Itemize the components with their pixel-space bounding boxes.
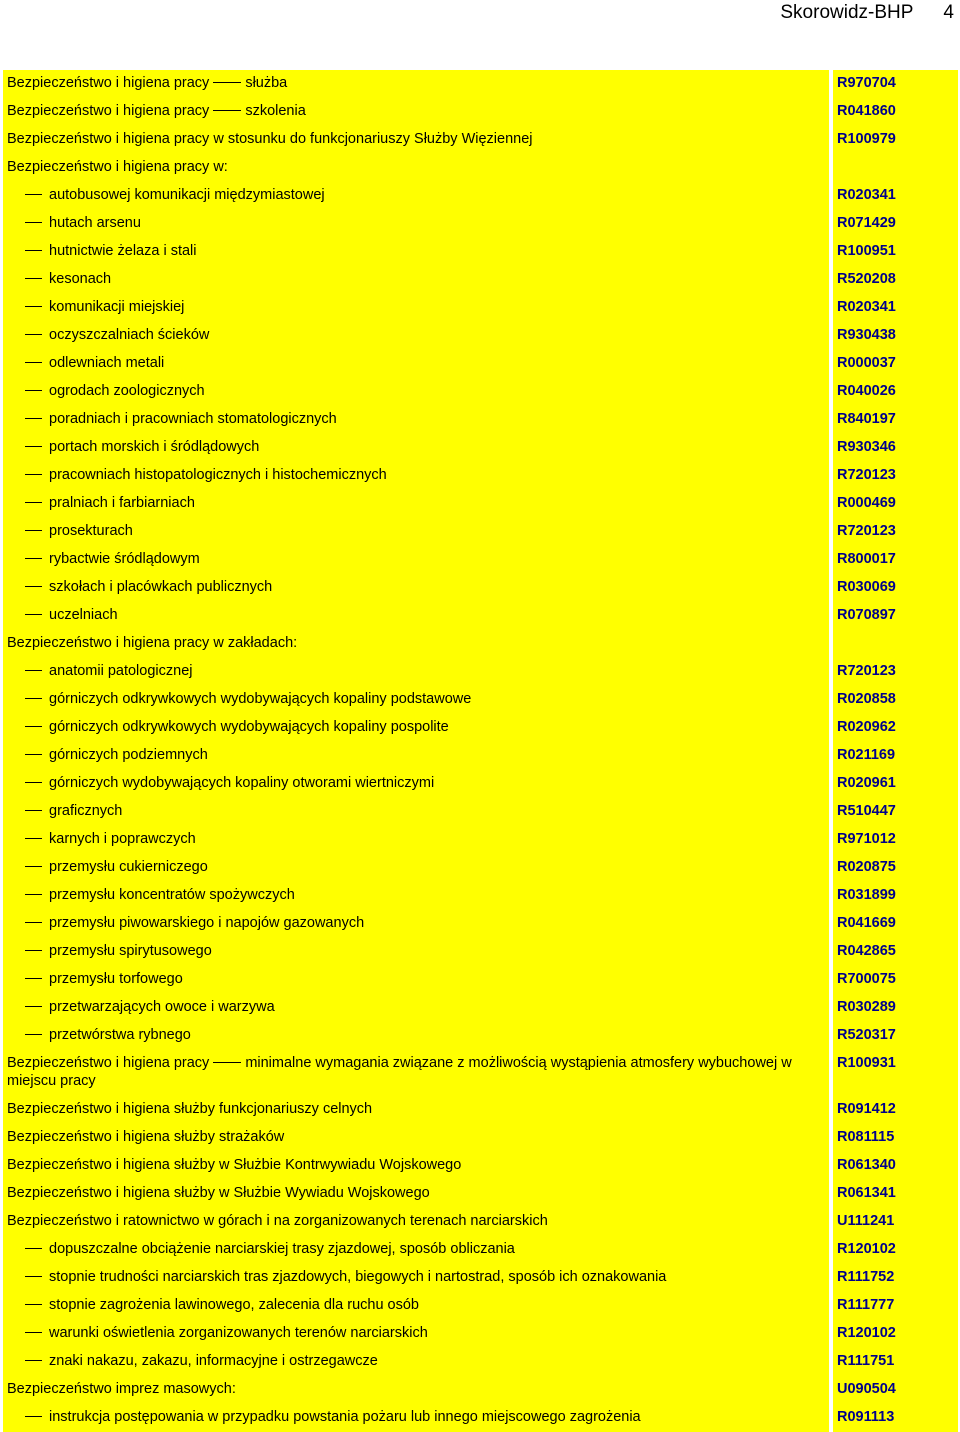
entry-label: oczyszczalniach ścieków	[49, 327, 210, 343]
code-cell	[833, 686, 958, 714]
em-dash-marker	[25, 278, 42, 279]
regulation-code-link[interactable]: R111752	[837, 1269, 895, 1285]
code-cell	[833, 798, 958, 826]
index-subentry-row	[3, 1348, 958, 1376]
index-subentry-row	[3, 350, 958, 378]
code-cell	[833, 1236, 958, 1264]
index-entry-row	[3, 1050, 958, 1096]
code-cell	[833, 742, 958, 770]
entry-text-cell	[3, 1292, 829, 1320]
entry-text-cell	[3, 994, 829, 1022]
index-entry-row	[3, 154, 958, 182]
regulation-code-link[interactable]: U111241	[837, 1213, 895, 1229]
regulation-code-link[interactable]: R520208	[837, 271, 896, 287]
entry-text-cell	[3, 1180, 829, 1208]
code-cell	[833, 1264, 958, 1292]
code-cell	[833, 1180, 958, 1208]
index-subentry-row	[3, 882, 958, 910]
entry-label: przetwarzających owoce i warzywa	[49, 999, 275, 1015]
code-cell	[833, 434, 958, 462]
entry-text-cell	[3, 742, 829, 770]
index-subentry-row	[3, 1022, 958, 1050]
entry-text-cell	[3, 1320, 829, 1348]
entry-text-cell	[3, 630, 829, 658]
em-dash-marker	[25, 418, 42, 419]
entry-text-cell	[3, 1264, 829, 1292]
em-dash-marker	[25, 1416, 42, 1417]
index-table	[3, 70, 958, 1432]
code-cell	[833, 966, 958, 994]
regulation-code-link[interactable]: R061340	[837, 1157, 896, 1173]
entry-label: prosekturach	[49, 523, 133, 539]
index-subentry-row	[3, 406, 958, 434]
code-cell	[833, 490, 958, 518]
regulation-code-link[interactable]: R021169	[837, 747, 896, 763]
code-cell	[833, 630, 958, 658]
entry-heading: Bezpieczeństwo i higiena pracy	[7, 75, 210, 91]
index-subentry-row	[3, 462, 958, 490]
code-cell	[833, 1152, 958, 1180]
em-dash-marker	[25, 950, 42, 951]
regulation-code-link[interactable]: R930438	[837, 327, 896, 343]
entry-label: Bezpieczeństwo imprez masowych:	[7, 1381, 236, 1397]
em-dash-marker	[25, 782, 42, 783]
entry-label: poradniach i pracowniach stomatologicznych	[49, 411, 337, 427]
code-cell	[833, 910, 958, 938]
em-dash-marker	[25, 222, 42, 223]
entry-label: graficznych	[49, 803, 123, 819]
index-subentry-row	[3, 518, 958, 546]
code-cell	[833, 1124, 958, 1152]
entry-subheading: minimalne wymagania związane z możliwością wystąpienia atmosfery wybuchowej w miejscu pracy	[7, 1055, 792, 1089]
regulation-code-link[interactable]: R930346	[837, 439, 896, 455]
entry-label: szkołach i placówkach publicznych	[49, 579, 273, 595]
entry-label: górniczych odkrywkowych wydobywających kopaliny pospolite	[49, 719, 449, 735]
entry-label: przemysłu piwowarskiego i napojów gazowanych	[49, 915, 365, 931]
regulation-code-link[interactable]: R020875	[837, 859, 896, 875]
entry-text-cell	[3, 770, 829, 798]
entry-label: Bezpieczeństwo i higiena służby w Służbie Wywiadu Wojskowego	[7, 1185, 430, 1201]
index-subentry-row	[3, 770, 958, 798]
entry-label: uczelniach	[49, 607, 118, 623]
index-entry-row	[3, 98, 958, 126]
entry-text-cell	[3, 966, 829, 994]
regulation-code-link[interactable]: R020858	[837, 691, 896, 707]
code-cell	[833, 518, 958, 546]
entry-heading: Bezpieczeństwo i higiena pracy	[7, 1055, 210, 1071]
index-subentry-row	[3, 826, 958, 854]
entry-text-cell	[3, 686, 829, 714]
code-cell	[833, 238, 958, 266]
entry-text-cell	[3, 910, 829, 938]
entry-text-cell	[3, 882, 829, 910]
entry-label: Bezpieczeństwo i higiena służby strażaków	[7, 1129, 285, 1145]
entry-text-cell	[3, 1208, 829, 1236]
index-subentry-row	[3, 686, 958, 714]
em-dash-marker	[25, 446, 42, 447]
code-cell	[833, 1404, 958, 1432]
code-cell	[833, 154, 958, 182]
em-dash-marker	[25, 614, 42, 615]
regulation-code-link[interactable]: R081115	[837, 1129, 895, 1145]
index-subentry-row	[3, 994, 958, 1022]
entry-label: znaki nakazu, zakazu, informacyjne i ostrzegawcze	[49, 1353, 378, 1369]
index-subentry-row	[3, 1236, 958, 1264]
entry-label: kesonach	[49, 271, 112, 287]
em-dash-marker	[25, 362, 42, 363]
entry-label: karnych i poprawczych	[49, 831, 196, 847]
regulation-code-link[interactable]: R040026	[837, 383, 896, 399]
code-cell	[833, 854, 958, 882]
regulation-code-link[interactable]: R020961	[837, 775, 896, 791]
em-dash-marker	[25, 1276, 42, 1277]
em-dash-marker	[25, 1332, 42, 1333]
index-subentry-row	[3, 490, 958, 518]
entry-label: ogrodach zoologicznych	[49, 383, 205, 399]
index-subentry-row	[3, 1292, 958, 1320]
entry-text-cell	[3, 154, 829, 182]
regulation-code-link[interactable]: R520317	[837, 1027, 896, 1043]
code-cell	[833, 1292, 958, 1320]
entry-label: przemysłu spirytusowego	[49, 943, 212, 959]
entry-text-cell	[3, 378, 829, 406]
entry-subheading: służba	[245, 75, 288, 91]
code-cell	[833, 98, 958, 126]
entry-text-cell	[3, 1022, 829, 1050]
regulation-code-link[interactable]: R800017	[837, 551, 896, 567]
em-dash-marker	[25, 1006, 42, 1007]
code-cell	[833, 266, 958, 294]
regulation-code-link[interactable]: R041860	[837, 103, 896, 119]
entry-label: pracowniach histopatologicznych i histochemicznych	[49, 467, 387, 483]
index-subentry-row	[3, 742, 958, 770]
regulation-code-link[interactable]: R720123	[837, 663, 896, 679]
entry-text-cell	[3, 238, 829, 266]
regulation-code-link[interactable]: R030069	[837, 579, 896, 595]
entry-subheading: szkolenia	[245, 103, 306, 119]
entry-label: przetwórstwa rybnego	[49, 1027, 191, 1043]
entry-label: górniczych wydobywających kopaliny otworami wiertniczymi	[49, 775, 435, 791]
entry-text-cell	[3, 182, 829, 210]
entry-text-cell	[3, 1376, 829, 1404]
em-dash-separator	[213, 110, 241, 111]
code-cell	[833, 602, 958, 630]
index-subentry-row	[3, 238, 958, 266]
index-subentry-row	[3, 322, 958, 350]
em-dash-marker	[25, 838, 42, 839]
index-subentry-row	[3, 658, 958, 686]
entry-label: Bezpieczeństwo i higiena pracy w:	[7, 159, 228, 175]
code-cell	[833, 1096, 958, 1124]
code-cell	[833, 182, 958, 210]
entry-text-cell	[3, 70, 829, 98]
entry-text-cell	[3, 854, 829, 882]
entry-label: stopnie trudności narciarskich tras zjazdowych, biegowych i nartostrad, sposób ich oznakowania	[49, 1269, 667, 1285]
regulation-code-link[interactable]: R720123	[837, 523, 896, 539]
index-subentry-row	[3, 378, 958, 406]
code-cell	[833, 322, 958, 350]
regulation-code-link[interactable]: R700075	[837, 971, 896, 987]
entry-text-cell	[3, 546, 829, 574]
entry-label: stopnie zagrożenia lawinowego, zalecenia dla ruchu osób	[49, 1297, 419, 1313]
regulation-code-link[interactable]: R720123	[837, 467, 896, 483]
entry-text-cell	[3, 798, 829, 826]
index-subentry-row	[3, 574, 958, 602]
index-subentry-row	[3, 910, 958, 938]
code-cell	[833, 70, 958, 98]
index-subentry-row	[3, 714, 958, 742]
entry-text-cell	[3, 658, 829, 686]
regulation-code-link[interactable]: R000037	[837, 355, 896, 371]
em-dash-marker	[25, 726, 42, 727]
code-cell	[833, 1348, 958, 1376]
code-cell	[833, 1050, 958, 1096]
code-cell	[833, 938, 958, 966]
em-dash-marker	[25, 1304, 42, 1305]
header-page-number: 4	[943, 2, 954, 23]
em-dash-marker	[25, 250, 42, 251]
entry-text-cell	[3, 434, 829, 462]
em-dash-marker	[25, 306, 42, 307]
entry-heading: Bezpieczeństwo i higiena pracy	[7, 103, 210, 119]
em-dash-marker	[25, 530, 42, 531]
entry-label: górniczych odkrywkowych wydobywających kopaliny podstawowe	[49, 691, 472, 707]
entry-text-cell	[3, 266, 829, 294]
entry-text-cell	[3, 294, 829, 322]
entry-label: hutnictwie żelaza i stali	[49, 243, 197, 259]
regulation-code-link[interactable]: R971012	[837, 831, 896, 847]
em-dash-marker	[25, 194, 42, 195]
regulation-code-link[interactable]: R840197	[837, 411, 896, 427]
index-subentry-row	[3, 546, 958, 574]
index-entry-row	[3, 1152, 958, 1180]
index-subentry-row	[3, 1404, 958, 1432]
entry-label: Bezpieczeństwo i ratownictwo w górach i na zorganizowanych terenach narciarskich	[7, 1213, 548, 1229]
index-subentry-row	[3, 266, 958, 294]
regulation-code-link[interactable]: R061341	[837, 1185, 896, 1201]
entry-text-cell	[3, 1050, 829, 1096]
entry-label: anatomii patologicznej	[49, 663, 193, 679]
index-subentry-row	[3, 1264, 958, 1292]
entry-label: autobusowej komunikacji międzymiastowej	[49, 187, 325, 203]
regulation-code-link[interactable]: R041669	[837, 915, 896, 931]
regulation-code-link[interactable]: R970704	[837, 75, 896, 91]
index-subentry-row	[3, 434, 958, 462]
index-subentry-row	[3, 182, 958, 210]
entry-text-cell	[3, 322, 829, 350]
entry-text-cell	[3, 462, 829, 490]
index-subentry-row	[3, 966, 958, 994]
entry-text-cell	[3, 126, 829, 154]
entry-text-cell	[3, 1124, 829, 1152]
code-cell	[833, 770, 958, 798]
code-cell	[833, 350, 958, 378]
regulation-code-link[interactable]: R120102	[837, 1325, 896, 1341]
regulation-code-link[interactable]: U090504	[837, 1381, 896, 1397]
entry-text-cell	[3, 518, 829, 546]
code-cell	[833, 1320, 958, 1348]
regulation-code-link[interactable]: R030289	[837, 999, 896, 1015]
em-dash-marker	[25, 810, 42, 811]
regulation-code-link[interactable]: R510447	[837, 803, 896, 819]
index-subentry-row	[3, 294, 958, 322]
em-dash-marker	[25, 894, 42, 895]
entry-label: instrukcja postępowania w przypadku powstania pożaru lub innego miejscowego zagrożenia	[49, 1409, 641, 1425]
em-dash-marker	[25, 558, 42, 559]
code-cell	[833, 1208, 958, 1236]
regulation-code-link[interactable]: R020341	[837, 187, 896, 203]
em-dash-marker	[25, 502, 42, 503]
index-entry-row	[3, 126, 958, 154]
em-dash-marker	[25, 866, 42, 867]
entry-text-cell	[3, 826, 829, 854]
em-dash-marker	[25, 1034, 42, 1035]
entry-label: Bezpieczeństwo i higiena służby funkcjonariuszy celnych	[7, 1101, 373, 1117]
index-subentry-row	[3, 938, 958, 966]
code-cell	[833, 1022, 958, 1050]
entry-text-cell	[3, 1348, 829, 1376]
entry-label: Bezpieczeństwo i higiena pracy w stosunku do funkcjonariuszy Służby Więziennej	[7, 131, 533, 147]
regulation-code-link[interactable]: R100951	[837, 243, 896, 259]
regulation-code-link[interactable]: R020962	[837, 719, 896, 735]
index-entry-row	[3, 1180, 958, 1208]
regulation-code-link[interactable]: R000469	[837, 495, 896, 511]
regulation-code-link[interactable]: R100931	[837, 1055, 896, 1071]
entry-label: przemysłu koncentratów spożywczych	[49, 887, 295, 903]
entry-text-cell	[3, 938, 829, 966]
entry-label: Bezpieczeństwo i higiena pracy w zakładach:	[7, 635, 298, 651]
code-cell	[833, 210, 958, 238]
entry-text-cell	[3, 490, 829, 518]
entry-text-cell	[3, 1152, 829, 1180]
em-dash-marker	[25, 754, 42, 755]
code-cell	[833, 714, 958, 742]
regulation-code-link[interactable]: R071429	[837, 215, 896, 231]
regulation-code-link[interactable]: R031899	[837, 887, 896, 903]
entry-text-cell	[3, 98, 829, 126]
entry-label: dopuszczalne obciążenie narciarskiej trasy zjazdowej, sposób obliczania	[49, 1241, 515, 1257]
entry-text-cell	[3, 714, 829, 742]
entry-label: przemysłu cukierniczego	[49, 859, 208, 875]
code-cell	[833, 462, 958, 490]
code-cell	[833, 826, 958, 854]
code-cell	[833, 378, 958, 406]
entry-text-cell	[3, 1096, 829, 1124]
index-subentry-row	[3, 798, 958, 826]
index-entry-row	[3, 1124, 958, 1152]
entry-text-cell	[3, 1236, 829, 1264]
entry-label: portach morskich i śródlądowych	[49, 439, 260, 455]
entry-label: hutach arsenu	[49, 215, 141, 231]
entry-text-cell	[3, 350, 829, 378]
code-cell	[833, 126, 958, 154]
code-cell	[833, 994, 958, 1022]
em-dash-marker	[25, 334, 42, 335]
index-entry-row	[3, 1376, 958, 1404]
em-dash-marker	[25, 978, 42, 979]
entry-text-cell	[3, 602, 829, 630]
em-dash-marker	[25, 586, 42, 587]
entry-label: komunikacji miejskiej	[49, 299, 185, 315]
index-subentry-row	[3, 210, 958, 238]
em-dash-marker	[25, 1248, 42, 1249]
entry-label: odlewniach metali	[49, 355, 165, 371]
index-subentry-row	[3, 602, 958, 630]
header-title: Skorowidz-BHP	[780, 2, 914, 23]
em-dash-marker	[25, 670, 42, 671]
regulation-code-link[interactable]: R111777	[837, 1297, 895, 1313]
em-dash-marker	[25, 390, 42, 391]
entry-label: przemysłu torfowego	[49, 971, 183, 987]
regulation-code-link[interactable]: R091113	[837, 1409, 895, 1425]
index-entry-row	[3, 630, 958, 658]
em-dash-separator	[213, 82, 241, 83]
code-cell	[833, 1376, 958, 1404]
code-cell	[833, 406, 958, 434]
regulation-code-link[interactable]: R020341	[837, 299, 896, 315]
index-subentry-row	[3, 1320, 958, 1348]
em-dash-marker	[25, 1360, 42, 1361]
em-dash-marker	[25, 474, 42, 475]
code-cell	[833, 294, 958, 322]
entry-label: Bezpieczeństwo i higiena służby w Służbie Kontrwywiadu Wojskowego	[7, 1157, 462, 1173]
page-header	[780, 0, 954, 30]
em-dash-marker	[25, 922, 42, 923]
entry-label: warunki oświetlenia zorganizowanych terenów narciarskich	[49, 1325, 428, 1341]
regulation-code-link[interactable]: R100979	[837, 131, 896, 147]
code-cell	[833, 882, 958, 910]
entry-text-cell	[3, 406, 829, 434]
em-dash-separator	[213, 1062, 241, 1063]
index-entry-row	[3, 1096, 958, 1124]
index-entry-row	[3, 1208, 958, 1236]
regulation-code-link[interactable]: R120102	[837, 1241, 896, 1257]
em-dash-marker	[25, 698, 42, 699]
code-cell	[833, 546, 958, 574]
code-cell	[833, 574, 958, 602]
regulation-code-link[interactable]: R111751	[837, 1353, 895, 1369]
entry-text-cell	[3, 1404, 829, 1432]
entry-text-cell	[3, 574, 829, 602]
regulation-code-link[interactable]: R070897	[837, 607, 896, 623]
regulation-code-link[interactable]: R091412	[837, 1101, 896, 1117]
index-entry-row	[3, 70, 958, 98]
index-subentry-row	[3, 854, 958, 882]
code-cell	[833, 658, 958, 686]
entry-label: pralniach i farbiarniach	[49, 495, 195, 511]
entry-label: rybactwie śródlądowym	[49, 551, 200, 567]
entry-text-cell	[3, 210, 829, 238]
regulation-code-link[interactable]: R042865	[837, 943, 896, 959]
entry-label: górniczych podziemnych	[49, 747, 208, 763]
